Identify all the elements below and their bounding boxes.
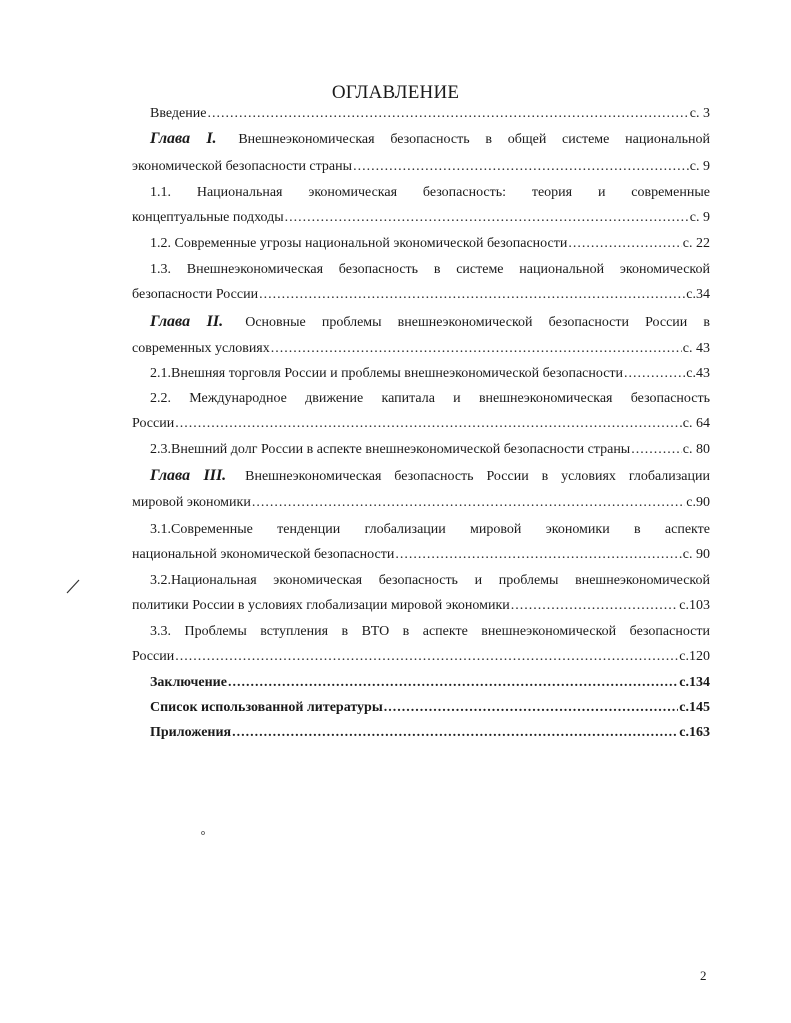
toc-entry-page: с.34 xyxy=(686,287,710,302)
leader-dots xyxy=(624,365,685,383)
chapter-label: Глава II. xyxy=(150,313,224,330)
section-title-cont: безопасности России xyxy=(132,287,259,302)
toc-entry-page: с. 9 xyxy=(689,210,710,225)
leader-dots xyxy=(175,648,678,666)
scan-mark-dot xyxy=(200,830,206,836)
chapter-title-cont: экономической безопасности страны xyxy=(132,159,353,174)
leader-dots xyxy=(631,441,682,459)
toc-section-1-2 xyxy=(150,235,710,253)
toc-chapter-1-line2 xyxy=(132,158,710,176)
toc-section-2-2-line2 xyxy=(132,415,710,433)
leader-dots xyxy=(259,286,685,304)
leader-dots xyxy=(228,674,678,692)
leader-dots xyxy=(232,724,678,742)
chapter-title: Внешнеэкономическая безопасность России в условиях глобализации xyxy=(245,469,710,484)
chapter-title: Внешнеэкономическая безопасность в общей системе национальной xyxy=(238,132,711,147)
toc-section-3-2-line2 xyxy=(132,597,710,615)
toc-chapter-3-line2 xyxy=(132,494,710,512)
toc-entry-intro xyxy=(150,105,710,123)
section-title-cont: концептуальные подходы xyxy=(132,210,284,225)
leader-dots xyxy=(271,340,682,358)
toc-entry-page: с.103 xyxy=(679,598,710,613)
leader-dots xyxy=(384,699,679,717)
toc-entry-text: Приложения xyxy=(150,725,232,740)
toc-section-1-3-line1: 1.3. Внешнеэкономическая безопасность в системе национальной экономической xyxy=(150,262,710,277)
leader-dots xyxy=(395,546,681,564)
toc-chapter-2-line2 xyxy=(132,340,710,358)
toc-section-3-3-line2 xyxy=(132,648,710,666)
toc-section-3-1-line1: 3.1.Современные тенденции глобализации мировой экономики в аспекте xyxy=(150,522,710,537)
toc-section-2-2-line1: 2.2. Международное движение капитала и внешнеэкономическая безопасность xyxy=(150,391,710,406)
toc-entry-page: с. 43 xyxy=(682,341,710,356)
toc-entry-page: с.90 xyxy=(686,495,710,510)
toc-entry-page: с. 9 xyxy=(689,159,710,174)
toc-section-3-1-line2 xyxy=(132,546,710,564)
toc-entry-page: с.120 xyxy=(679,649,710,664)
section-title-cont: политики России в условиях глобализации мировой экономики xyxy=(132,598,510,613)
section-title-cont: России xyxy=(132,649,175,664)
leader-dots xyxy=(511,597,679,615)
leader-dots xyxy=(207,105,688,123)
toc-entry-appendices xyxy=(150,724,710,742)
toc-entry-page: с. 22 xyxy=(682,236,710,251)
section-title: 2.3.Внешний долг России в аспекте внешнеэкономической безопасности страны xyxy=(150,442,631,457)
chapter-label: Глава III. xyxy=(150,467,227,484)
section-title: 2.1.Внешняя торговля России и проблемы внешнеэкономической безопасности xyxy=(150,366,624,381)
toc-entry-page: с. 3 xyxy=(689,106,710,121)
toc-entry-page: с.134 xyxy=(679,675,710,690)
chapter-title-cont: современных условиях xyxy=(132,341,270,356)
toc-section-2-3 xyxy=(150,441,710,459)
toc-entry-page: с.163 xyxy=(679,725,710,740)
page-number: 2 xyxy=(700,968,707,983)
toc-section-1-3-line2 xyxy=(132,286,710,304)
toc-entry-page: с.145 xyxy=(679,700,710,715)
toc-entry-page: с.43 xyxy=(686,366,710,381)
section-title-cont: России xyxy=(132,416,175,431)
toc-chapter-3-line1 xyxy=(150,467,710,486)
toc-section-2-1 xyxy=(150,365,710,383)
chapter-title-cont: мировой экономики xyxy=(132,495,251,510)
toc-entry-page: с. 90 xyxy=(682,547,710,562)
chapter-label: Глава I. xyxy=(150,130,217,147)
toc-section-1-1-line1: 1.1. Национальная экономическая безопасность: теория и современные xyxy=(150,185,710,200)
toc-chapter-2-line1 xyxy=(150,313,710,332)
leader-dots xyxy=(568,235,681,253)
leader-dots xyxy=(353,158,689,176)
leader-dots xyxy=(175,415,682,433)
toc-entry-text: Введение xyxy=(150,106,207,121)
toc-section-3-2-line1: 3.2.Национальная экономическая безопасность и проблемы внешнеэкономической xyxy=(150,573,710,588)
toc-chapter-1-line1 xyxy=(150,130,710,149)
scan-mark-stroke xyxy=(64,576,82,596)
toc-section-3-3-line1: 3.3. Проблемы вступления в ВТО в аспекте внешнеэкономической безопасности xyxy=(150,624,710,639)
toc-entry-conclusion xyxy=(150,674,710,692)
section-title: 1.2. Современные угрозы национальной экономической безопасности xyxy=(150,236,568,251)
toc-entry-text: Заключение xyxy=(150,675,227,690)
toc-entry-text: Список использованной литературы xyxy=(150,700,383,715)
toc-title: ОГЛАВЛЕНИЕ xyxy=(331,82,460,103)
toc-entry-page: с. 64 xyxy=(682,416,710,431)
toc-entry-page: с. 80 xyxy=(682,442,710,457)
chapter-title: Основные проблемы внешнеэкономической безопасности России в xyxy=(245,315,710,330)
leader-dots xyxy=(252,494,685,512)
section-title-cont: национальной экономической безопасности xyxy=(132,547,395,562)
toc-entry-references xyxy=(150,699,710,717)
leader-dots xyxy=(285,209,689,227)
toc-section-1-1-line2 xyxy=(132,209,710,227)
